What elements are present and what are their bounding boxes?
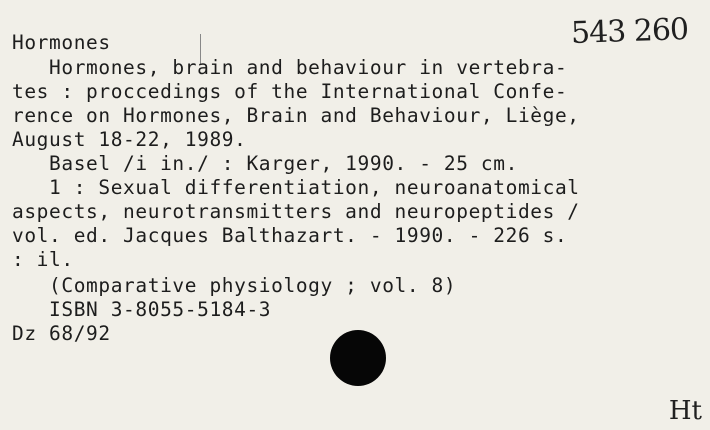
volume-line-1: 1 : Sexual differentiation, neuroanatomical (12, 176, 580, 199)
handwritten-initials: Ht (668, 396, 702, 426)
call-number-line: Dz 68/92 (12, 322, 111, 345)
handwritten-shelf-mark: 543 260 (570, 11, 689, 52)
title-line-1: Hormones, brain and behaviour in vertebra- (12, 56, 568, 79)
card-heading: Hormones (12, 31, 111, 54)
volume-line-4: : il. (12, 248, 74, 271)
imprint-line: Basel /i in./ : Karger, 1990. - 25 cm. (12, 152, 518, 175)
isbn-line: ISBN 3-8055-5184-3 (12, 298, 272, 321)
title-line-3: rence on Hormones, Brain and Behaviour, Liège, (12, 104, 580, 127)
volume-line-2: aspects, neurotransmitters and neuropeptides / (12, 200, 580, 223)
punch-hole (330, 330, 386, 386)
volume-line-3: vol. ed. Jacques Balthazart. - 1990. - 226 s. (12, 224, 568, 247)
title-line-4: August 18-22, 1989. (12, 128, 247, 151)
title-line-2: tes : proccedings of the International Confe- (12, 80, 568, 103)
series-line: (Comparative physiology ; vol. 8) (12, 274, 457, 297)
